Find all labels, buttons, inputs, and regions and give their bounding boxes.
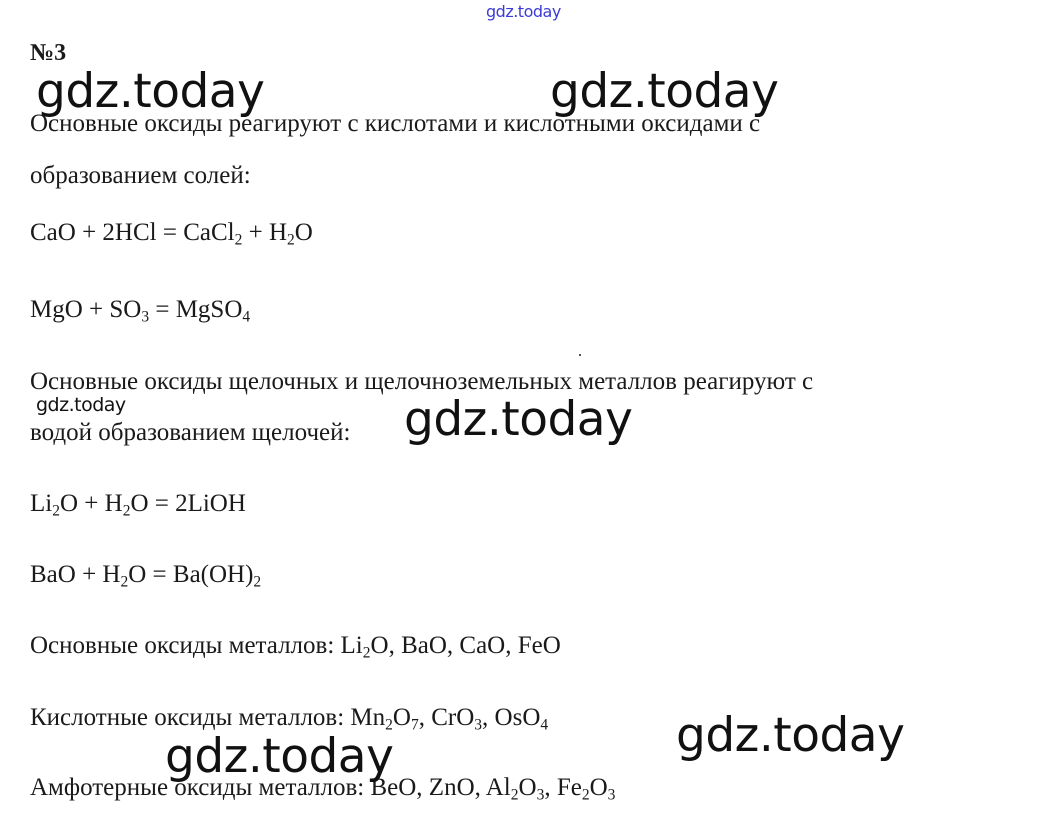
para2-line1: Основные оксиды щелочных и щелочноземельных металлов реагируют с [30, 368, 814, 395]
watermark-4: gdz.today [676, 708, 905, 763]
watermark-small: gdz.today [36, 394, 126, 416]
para1-line2: образованием солей: [30, 162, 251, 189]
basic-oxides-line: Основные оксиды металлов: $Li_2O$, BaO, CaO, FeO [30, 632, 561, 662]
watermark-5: gdz.today [165, 729, 394, 784]
acidic-oxides-line: Кислотные оксиды металлов: $Mn_2O_7$, CrO$_3$, OsO$_4$ [30, 704, 549, 734]
speck [579, 354, 581, 356]
equation-cao-hcl: CaO + 2HCl = CaCl$_2$ + $H_2O$ [30, 219, 313, 249]
para2-line2: водой образованием щелочей: [30, 419, 351, 446]
para1-line1: Основные оксиды реагируют с кислотами и кислотными оксидами с [30, 110, 761, 137]
watermark-2: gdz.today [550, 64, 779, 119]
watermark-1: gdz.today [36, 64, 265, 119]
equation-bao-h2o: BaO + $H_2O = Ba(OH)_2$ [30, 561, 262, 591]
equation-mgo-so3: MgO + $SO_3$ = MgSO$_4$ [30, 296, 251, 326]
task-number: №3 [30, 40, 67, 66]
equation-li2o-h2o: $Li_2O + H_2O$ = 2LiOH [30, 490, 246, 520]
amphoteric-oxides-line: Амфотерные оксиды металлов: BeO, ZnO, $Al_2O_3$, $Fe_2O_3$ [30, 774, 616, 804]
watermark-top: gdz.today [486, 2, 561, 21]
watermark-3: gdz.today [404, 392, 633, 447]
